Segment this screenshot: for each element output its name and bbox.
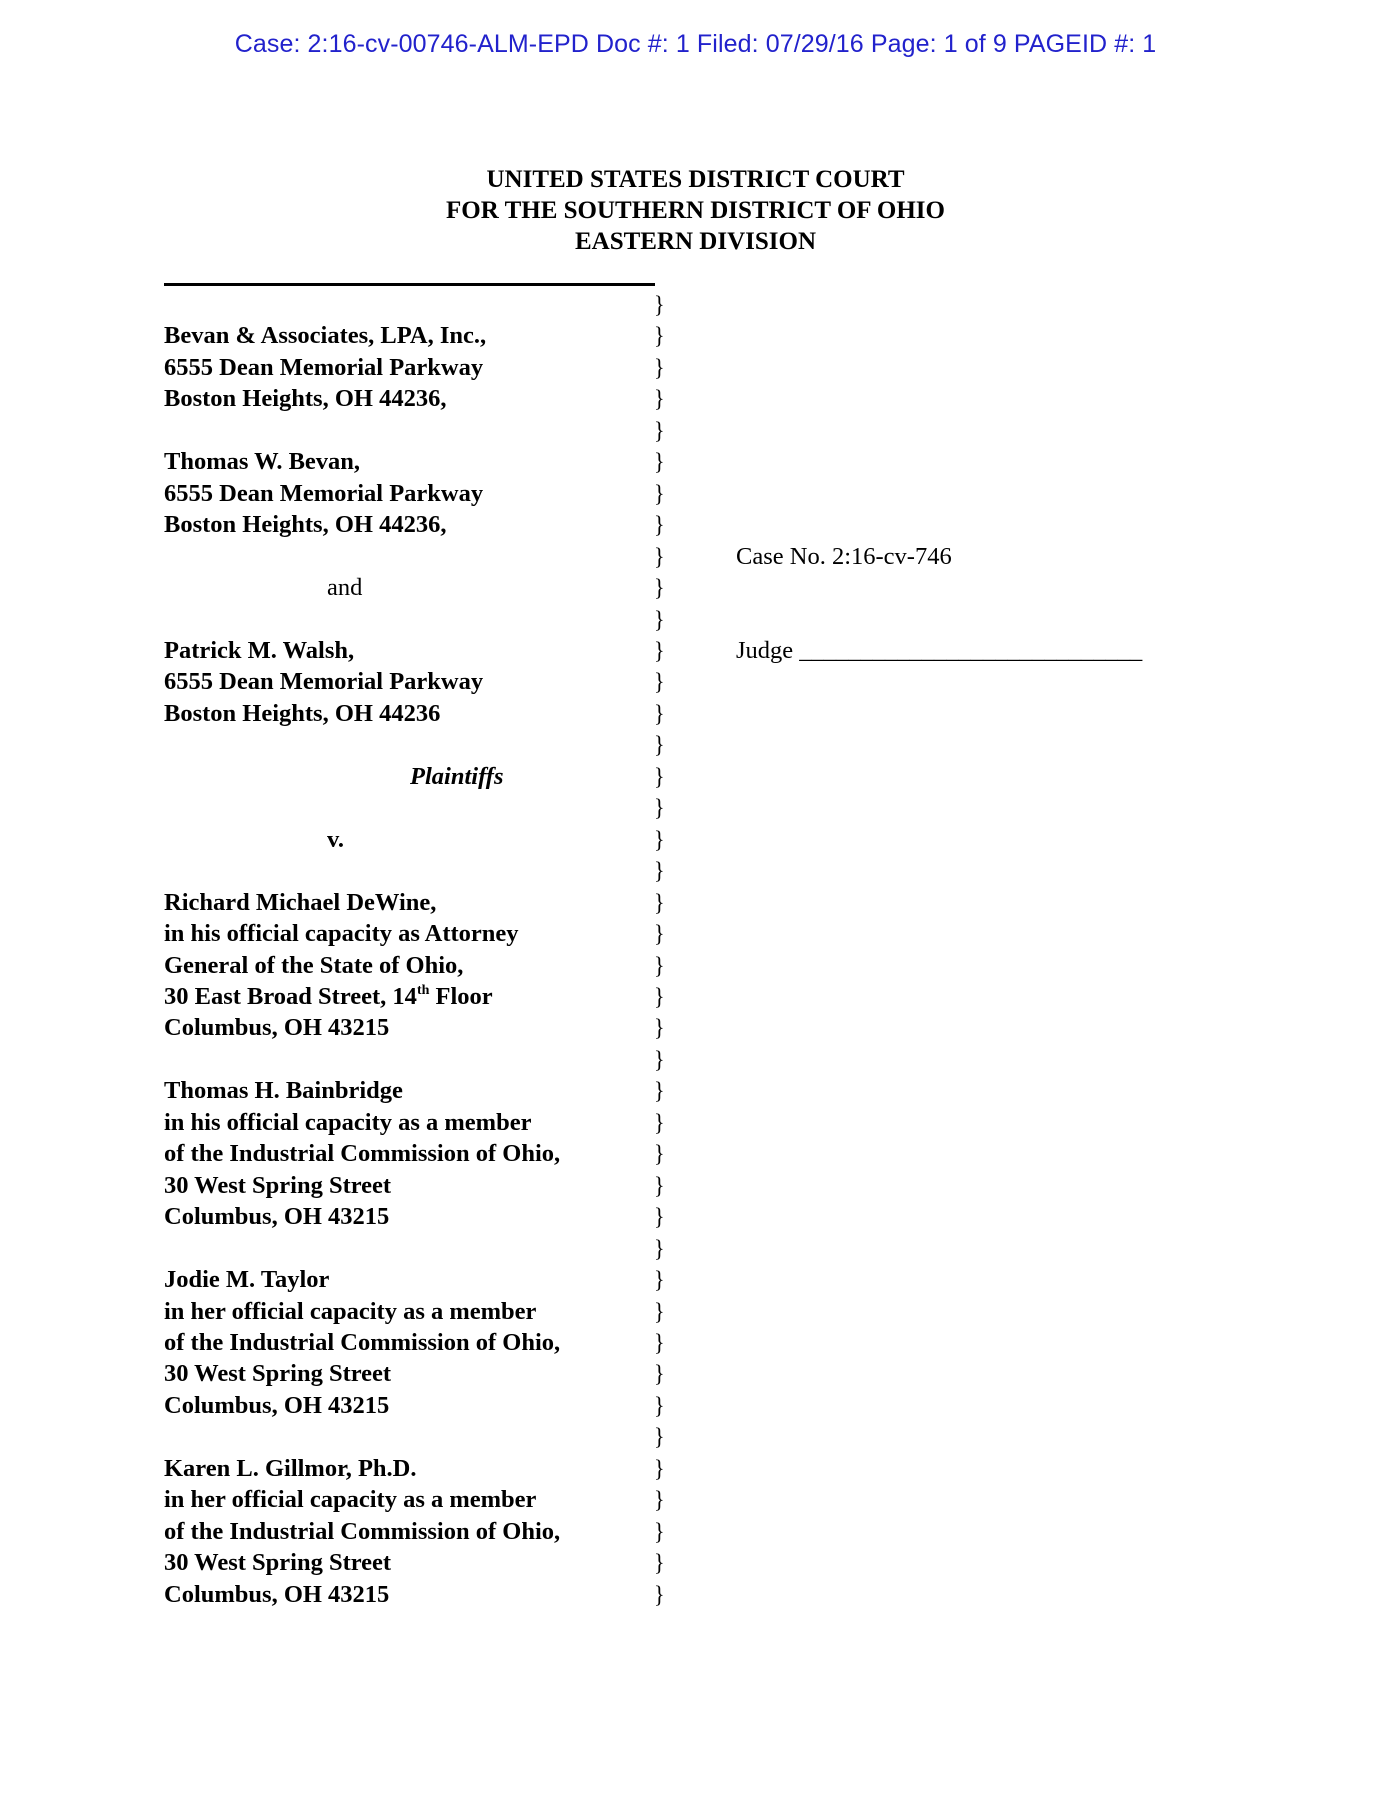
caption-brace: } [654, 919, 665, 948]
party-line [164, 1264, 329, 1295]
party-line-text: Patrick M. Walsh, [164, 636, 355, 664]
caption-row [0, 1233, 1391, 1264]
party-line [164, 320, 486, 351]
party-line [164, 383, 446, 414]
caption-brace: } [654, 982, 665, 1011]
party-line [164, 1358, 391, 1389]
caption-brace: } [654, 1077, 665, 1105]
party-line [164, 1327, 560, 1358]
caption-row [0, 1421, 1391, 1452]
party-line [164, 509, 446, 540]
party-line [164, 1138, 560, 1169]
caption-row [0, 1453, 1391, 1484]
party-line-text: Thomas H. Bainbridge [164, 1077, 403, 1105]
party-line [164, 1453, 417, 1484]
party-line [164, 1107, 531, 1138]
caption-row [0, 320, 1391, 351]
caption-row [0, 1170, 1391, 1201]
court-name: UNITED STATES DISTRICT COURT [486, 166, 905, 193]
caption-row [0, 1516, 1391, 1547]
caption-brace: } [654, 573, 665, 602]
caption-row [0, 1579, 1391, 1610]
caption-brace: } [654, 605, 665, 633]
caption-brace: } [654, 731, 665, 759]
caption-row [0, 729, 1391, 760]
party-line [164, 950, 463, 981]
caption-brace: } [654, 951, 665, 979]
party-line [164, 1484, 536, 1515]
party-line-text: 30 West Spring Street [164, 1549, 392, 1577]
party-line [164, 1390, 389, 1421]
party-line [164, 666, 483, 697]
party-line [164, 1075, 403, 1106]
party-line [164, 1516, 560, 1547]
party-line-text: and [327, 574, 363, 602]
party-line-text: Boston Heights, OH 44236 [164, 699, 441, 727]
caption-row [0, 1075, 1391, 1106]
party-line [164, 887, 436, 918]
party-line [164, 1296, 536, 1327]
caption-row [0, 446, 1391, 477]
court-division: EASTERN DIVISION [574, 228, 817, 255]
caption-brace: } [654, 793, 665, 822]
caption-divider [164, 283, 655, 286]
party-line [164, 1170, 391, 1201]
party-line-text: Columbus, OH 43215 [164, 1014, 390, 1042]
caption-brace: } [654, 1423, 665, 1451]
caption-row [0, 1044, 1391, 1075]
caption-brace: } [654, 1485, 665, 1514]
caption-brace: } [654, 825, 665, 853]
caption-brace: } [654, 1360, 665, 1388]
caption-brace: } [654, 1517, 665, 1545]
caption-row [0, 478, 1391, 509]
party-line-text: 6555 Dean Memorial Parkway [164, 353, 484, 381]
caption-row [0, 541, 1391, 572]
caption-brace: } [654, 1171, 665, 1199]
caption-row [0, 666, 1391, 697]
caption-brace: } [654, 1328, 665, 1357]
party-line-text: Columbus, OH 43215 [164, 1391, 390, 1419]
case-number: Case No. 2:16-cv-746 [736, 542, 952, 570]
caption-brace: } [654, 668, 665, 696]
ecf-filing-header: Case: 2:16-cv-00746-ALM-EPD Doc #: 1 Filed: 07/29/16 Page: 1 of 9 PAGEID #: 1 [234, 30, 1157, 58]
party-line-text: General of the State of Ohio, [164, 951, 464, 979]
caption-row [0, 855, 1391, 886]
caption-row [0, 824, 1391, 855]
court-caption [0, 164, 1391, 257]
caption-row [0, 887, 1391, 918]
party-line-text: of the Industrial Commission of Ohio, [164, 1328, 561, 1356]
party-line [164, 635, 354, 666]
party-line-text: Bevan & Associates, LPA, Inc., [164, 322, 487, 350]
caption-row [0, 761, 1391, 792]
party-line-text: Floor [429, 982, 493, 1010]
party-line-text: Karen L. Gillmor, Ph.D. [164, 1454, 417, 1482]
caption-row [0, 1358, 1391, 1389]
party-line-text: 30 West Spring Street [164, 1360, 392, 1388]
caption-row [0, 415, 1391, 446]
caption-brace: } [654, 856, 665, 885]
party-line [164, 1012, 389, 1043]
party-line-text: Boston Heights, OH 44236, [164, 511, 447, 539]
party-line [164, 1201, 389, 1232]
caption-brace: } [654, 479, 665, 507]
party-line-text: of the Industrial Commission of Ohio, [164, 1140, 561, 1168]
caption-brace: } [654, 510, 665, 539]
caption-row [0, 1012, 1391, 1043]
caption-row [0, 1201, 1391, 1232]
caption-row [0, 1264, 1391, 1295]
court-district: FOR THE SOUTHERN DISTRICT OF OHIO [446, 197, 945, 224]
party-line [164, 1579, 389, 1610]
caption-row [0, 1390, 1391, 1421]
caption-brace: } [654, 1454, 665, 1482]
caption-brace: } [654, 1265, 665, 1294]
caption-vs [327, 824, 344, 855]
caption-brace: } [654, 542, 665, 570]
party-line-text: v. [327, 825, 345, 853]
caption-row [0, 1138, 1391, 1169]
caption-brace: } [654, 1548, 665, 1577]
party-line-text: Columbus, OH 43215 [164, 1203, 390, 1231]
caption-brace: } [654, 1234, 665, 1262]
caption-row [0, 509, 1391, 540]
party-line-text: in her official capacity as a member [164, 1486, 537, 1514]
party-line-text: Columbus, OH 43215 [164, 1580, 390, 1608]
party-line-text: 30 West Spring Street [164, 1171, 392, 1199]
party-line-text: of the Industrial Commission of Ohio, [164, 1517, 561, 1545]
caption-brace: } [654, 1139, 665, 1168]
caption-row [0, 918, 1391, 949]
party-line [164, 1547, 391, 1578]
caption-row [0, 352, 1391, 383]
caption-brace: } [654, 699, 665, 728]
party-line-text: Jodie M. Taylor [164, 1266, 330, 1294]
party-line-text: Boston Heights, OH 44236, [164, 385, 447, 413]
caption-brace: } [654, 1045, 665, 1074]
party-line [164, 981, 493, 1012]
party-line [164, 478, 483, 509]
caption-plaintiffs [410, 761, 503, 792]
caption-brace: } [654, 1108, 665, 1137]
party-line-text: 6555 Dean Memorial Parkway [164, 479, 484, 507]
caption-row [0, 950, 1391, 981]
caption-brace: } [654, 1580, 665, 1608]
party-line-text: in his official capacity as Attorney [164, 920, 519, 948]
party-line [164, 698, 440, 729]
caption-brace: } [654, 322, 665, 350]
caption-row [0, 1547, 1391, 1578]
party-line [164, 446, 360, 477]
caption-row [0, 698, 1391, 729]
caption-row [0, 792, 1391, 823]
caption-brace: } [654, 888, 665, 916]
caption-brace: } [654, 1297, 665, 1325]
caption-brace: } [654, 290, 665, 319]
caption-brace: } [654, 385, 665, 413]
party-line-text: 6555 Dean Memorial Parkway [164, 668, 484, 696]
caption-row [0, 981, 1391, 1012]
caption-brace: } [654, 1202, 665, 1231]
party-line [164, 352, 483, 383]
party-line [164, 918, 519, 949]
caption-brace: } [654, 1391, 665, 1420]
caption-row [0, 383, 1391, 414]
party-caption [0, 289, 1391, 1610]
party-line-text: in her official capacity as a member [164, 1297, 537, 1325]
caption-brace: } [654, 636, 665, 665]
party-line-text: Plaintiffs [410, 762, 504, 790]
caption-brace: } [654, 762, 665, 791]
party-line-text: in his official capacity as a member [164, 1108, 532, 1136]
caption-center-and [327, 572, 362, 603]
caption-row [0, 635, 1391, 666]
ordinal-suffix: th [416, 982, 430, 998]
caption-row [0, 572, 1391, 603]
caption-row [0, 289, 1391, 320]
caption-brace: } [654, 416, 665, 445]
caption-row [0, 604, 1391, 635]
caption-brace: } [654, 353, 665, 382]
caption-row [0, 1484, 1391, 1515]
caption-row [0, 1107, 1391, 1138]
caption-brace: } [654, 447, 665, 476]
party-line-text: Richard Michael DeWine, [164, 888, 437, 916]
party-line-text: 30 East Broad Street, 14 [164, 982, 417, 1010]
caption-brace: } [654, 1014, 665, 1042]
party-line-text: Thomas W. Bevan, [164, 448, 361, 476]
caption-row [0, 1296, 1391, 1327]
caption-row [0, 1327, 1391, 1358]
judge-line: Judge ____________________________ [736, 636, 1143, 664]
